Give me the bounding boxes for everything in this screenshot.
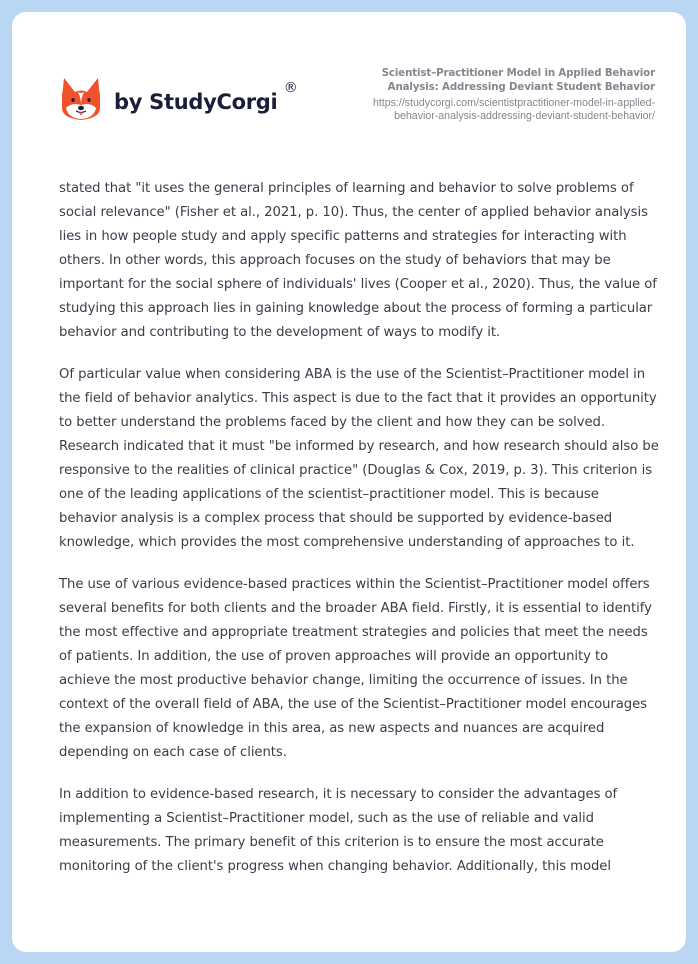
registered-mark: ® [283,80,298,96]
document-title-line-1: Scientist–Practitioner Model in Applied Behavior [381,68,655,79]
paragraph-2: Of particular value when considering ABA is the use of the Scientist–Practitioner model in the field of behavior analytics. This aspect is due to the fact that it provides an opportunity to better understand the problems faced by the client and how they can be solved. Research indicated that it must "be informed by research, and how research should also be responsive to the realities of clinical practice" (Douglas & Cox, 2019, p. 3). This criterion is one of the leading applications of the scientist–practitioner model. This is because behavior analysis is a complex process that should be supported by evidence-based knowledge, which provides the most comprehensive understanding of approaches to it. [59,367,659,550]
document-url[interactable] [295,97,655,123]
document-meta [295,67,655,123]
paragraph-1: stated that "it uses the general principles of learning and behavior to solve problems of social relevance" (Fisher et al., 2021, p. 10). Thus, the center of applied behavior analysis lies in how people study and apply specific patterns and strategies for interacting with others. In other words, this approach focuses on the study of behaviors that may be important for the social sphere of individuals' lives (Cooper et al., 2020). Thus, the value of studying this approach lies in gaining knowledge about the process of forming a particular behavior and contributing to the development of ways to modify it. [59,181,657,340]
document-url-line-2[interactable]: behavior-analysis-addressing-deviant-student-behavior/ [394,110,655,122]
page-header [12,12,686,162]
brand-name [114,80,298,114]
document-title [295,67,655,95]
document-url-line-1[interactable]: https://studycorgi.com/scientistpractitioner-model-in-applied- [372,97,655,109]
paragraph-4: In addition to evidence-based research, it is necessary to consider the advantages of implementing a Scientist–Practitioner model, such as the use of reliable and valid measurements. The primary benefit of this criterion is to ensure the most accurate monitoring of the client's progress when changing behavior. Additionally, this model [59,787,618,874]
studycorgi-logo[interactable] [60,76,298,122]
document-body [59,177,659,897]
paragraph-3: The use of various evidence-based practices within the Scientist–Practitioner model offers several benefits for both clients and the broader ABA field. Firstly, it is essential to identify the most effective and appropriate treatment strategies and policies that meet the needs of patients. In addition, the use of proven approaches will provide an opportunity to achieve the most productive behavior change, limiting the occurrence of issues. In the context of the overall field of ABA, the use of the Scientist–Practitioner model encourages the expansion of knowledge in this area, as new aspects and nuances are acquired depending on each case of clients. [59,577,652,760]
brand-name-text: by StudyCorgi [114,90,278,114]
document-card [12,12,686,952]
corgi-logo-icon [60,76,102,122]
document-title-line-2: Analysis: Addressing Deviant Student Behavior [387,82,655,93]
